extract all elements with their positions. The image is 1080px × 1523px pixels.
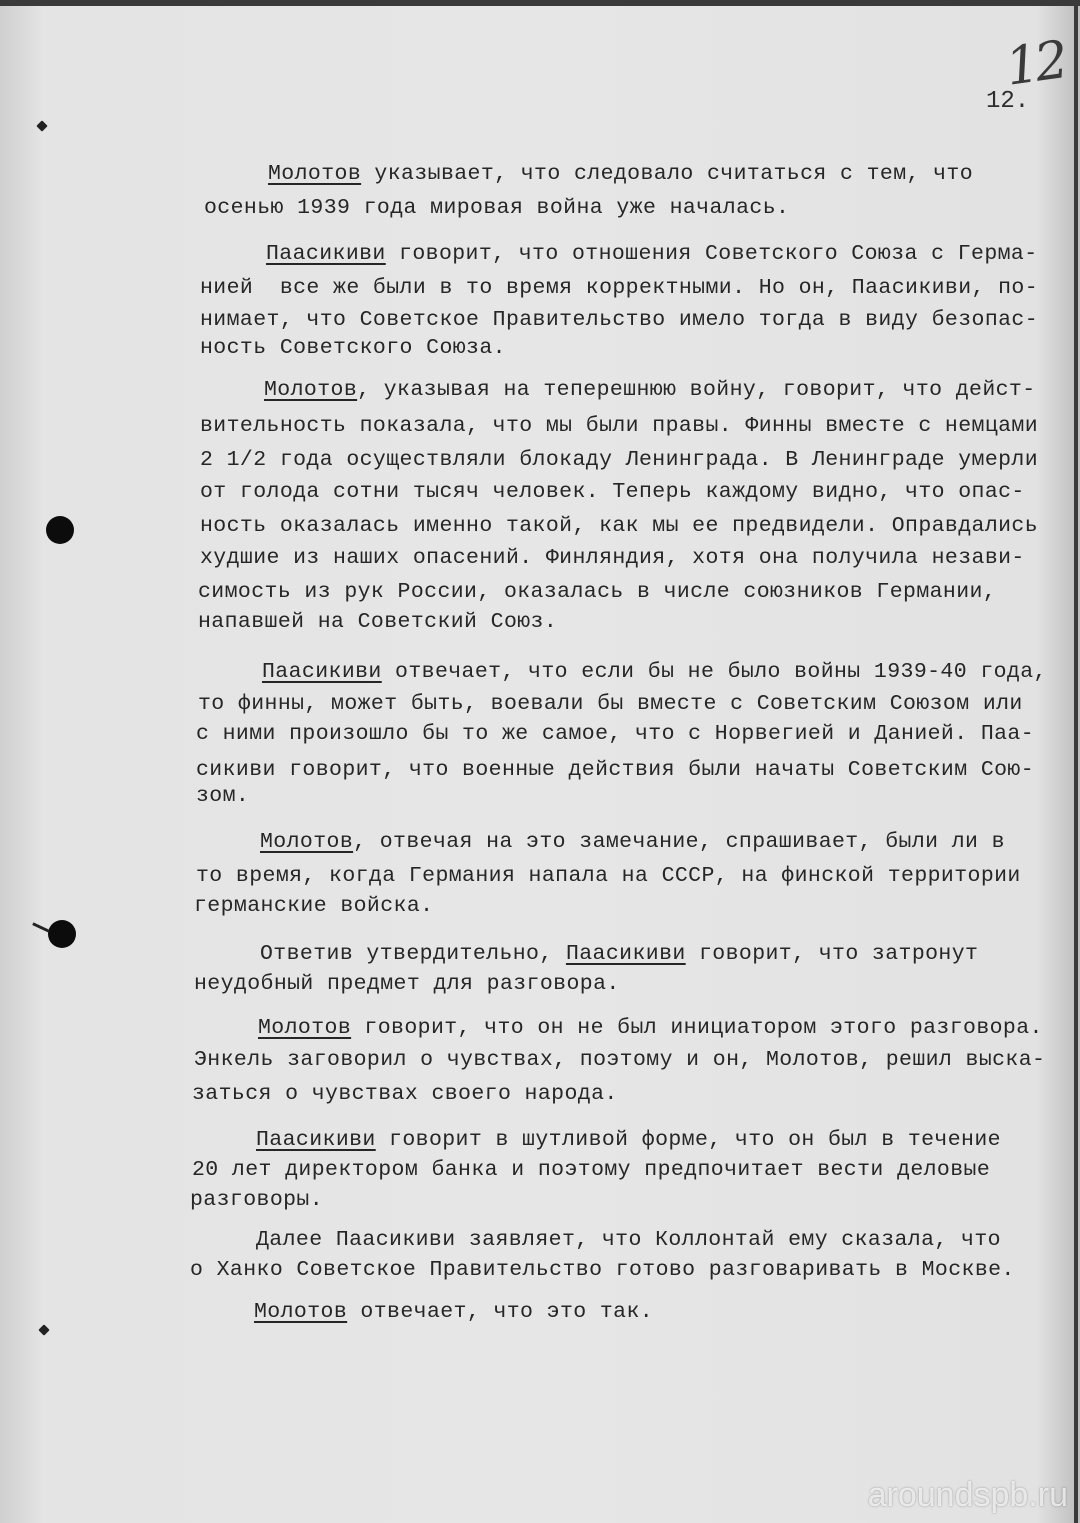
text-line [256, 1130, 1001, 1152]
text-line [200, 516, 1038, 538]
text-line [196, 866, 1021, 888]
line-text: ность оказалась именно такой, как мы ее предвидели. Оправдались [200, 514, 1039, 538]
speaker-name: Молотов [268, 162, 362, 186]
text-line [264, 380, 1036, 402]
text-line [198, 694, 1023, 716]
line-text: говорит, что отношения Советского Союза с Герма- [385, 242, 1038, 266]
text-line [194, 974, 620, 996]
line-text: , указывая на теперешнюю войну, говорит, что дейст- [357, 378, 1036, 402]
line-text: то финны, может быть, воевали бы вместе с Советским Союзом или [198, 692, 1023, 716]
line-text: о Ханко Советское Правительство готово разговаривать в Москве. [190, 1258, 1015, 1282]
text-line [196, 786, 249, 808]
text-line [268, 164, 973, 186]
speaker-name: Молотов [254, 1300, 348, 1324]
text-line [266, 244, 1038, 266]
text-line [200, 338, 506, 360]
text-line [198, 582, 996, 604]
text-line [190, 1190, 323, 1212]
text-line [256, 1230, 1001, 1252]
line-text: с ними произошло бы то же самое, что с Норвегией и Данией. Паа- [196, 722, 1035, 746]
speaker-name: Молотов [264, 378, 358, 402]
line-text: осенью 1939 года мировая война уже началась. [204, 196, 790, 220]
line-text: , отвечая на это замечание, спрашивает, были ли в [353, 830, 1005, 854]
line-text: зом. [196, 784, 250, 808]
speaker-name: Паасикиви [565, 942, 686, 966]
text-line [200, 310, 1038, 332]
line-text: ность Советского Союза. [200, 336, 506, 360]
page-top-edge [0, 0, 1080, 6]
text-line [260, 832, 1005, 854]
text-line [204, 198, 789, 220]
text-line [200, 450, 1038, 472]
line-text: говорит в шутливой форме, что он был в течение [375, 1128, 1001, 1152]
line-text: говорит, что он не был инициатором этого разговора. [351, 1016, 1043, 1040]
text-line [198, 612, 557, 634]
punch-hole-upper [46, 516, 74, 544]
line-text: симость из рук России, оказалась в числе союзников Германии, [198, 580, 997, 604]
line-text: вительность показала, что мы были правы. Финны вместе с немцами [200, 414, 1039, 438]
watermark: aroundspb.ru [867, 1476, 1068, 1514]
line-text: отвечает, что это так. [347, 1300, 654, 1324]
punch-hole-lower [48, 920, 76, 948]
text-line [200, 416, 1038, 438]
text-line [254, 1302, 653, 1324]
text-line [200, 548, 1025, 570]
text-line [196, 724, 1034, 746]
line-text: заться о чувствах своего народа. [192, 1082, 618, 1106]
text-line [196, 760, 1034, 782]
text-line [262, 662, 1047, 684]
text-line [190, 1260, 1015, 1282]
line-text: разговоры. [190, 1188, 324, 1212]
text-line [200, 482, 1025, 504]
line-text: 20 лет директором банка и поэтому предпочитает вести деловые [192, 1158, 991, 1182]
speaker-name: Паасикиви [262, 660, 382, 684]
text-line [194, 1050, 1045, 1072]
text-line [258, 1018, 1043, 1040]
line-text: Энкель заговорил о чувствах, поэтому и он, Молотов, решил выска- [194, 1048, 1046, 1072]
line-text: нимает, что Советское Правительство имело тогда в виду безопас- [200, 308, 1039, 332]
line-text: от голода сотни тысяч человек. Теперь каждому видно, что опас- [200, 480, 1025, 504]
line-text: говорит, что затронут [685, 942, 979, 966]
line-text: германские войска. [194, 894, 434, 918]
speaker-name: Молотов [260, 830, 354, 854]
line-text: Далее Паасикиви заявляет, что Коллонтай ему сказала, что [256, 1228, 1001, 1252]
text-line [260, 944, 978, 966]
line-text: неудобный предмет для разговора. [194, 972, 620, 996]
text-line [200, 278, 1038, 300]
line-text: нией все же были в то время корректными. Но он, Паасикиви, по- [200, 276, 1039, 300]
line-text: отвечает, что если бы не было войны 1939-40 года, [381, 660, 1047, 684]
line-text: то время, когда Германия напала на СССР, на финской территории [196, 864, 1021, 888]
line-text: сикиви говорит, что военные действия были начаты Советским Сою- [196, 758, 1035, 782]
line-text: указывает, что следовало считаться с тем, что [361, 162, 974, 186]
line-text: напавшей на Советский Союз. [198, 610, 558, 634]
line-lead-text: Ответив утвердительно, [260, 942, 566, 966]
line-text: 2 1/2 года осуществляли блокаду Ленинграда. В Ленинграде умерли [200, 448, 1039, 472]
speaker-name: Паасикиви [266, 242, 386, 266]
speaker-name: Молотов [258, 1016, 352, 1040]
text-line [194, 896, 433, 918]
line-text: худшие из наших опасений. Финляндия, хотя она получила незави- [200, 546, 1025, 570]
typed-page-number: 12. [986, 88, 1030, 115]
text-line [192, 1160, 990, 1182]
text-line [192, 1084, 618, 1106]
speaker-name: Паасикиви [256, 1128, 376, 1152]
handwritten-page-number: 12 [1002, 30, 1069, 98]
